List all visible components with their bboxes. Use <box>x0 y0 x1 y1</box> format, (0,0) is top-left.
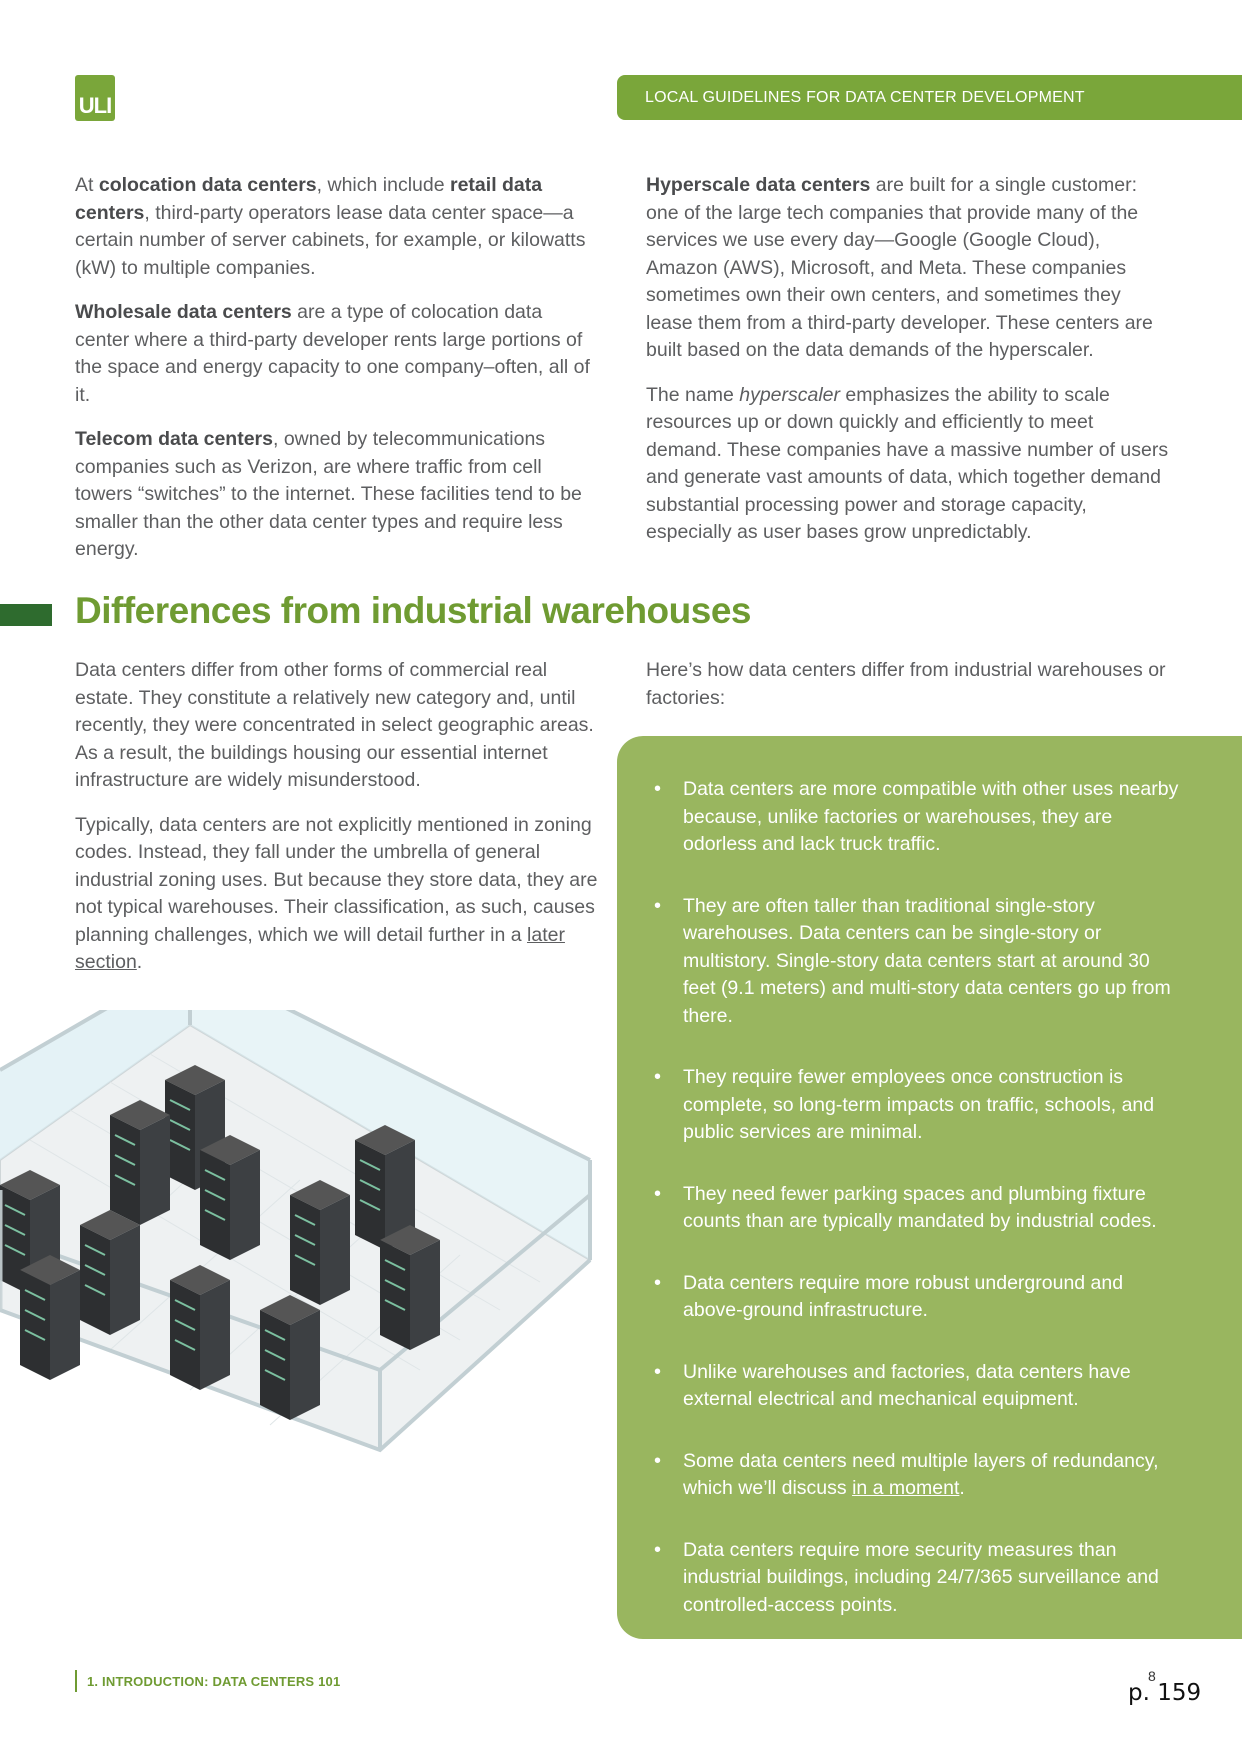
section-heading: Differences from industrial warehouses <box>75 590 751 631</box>
list-item: • Data centers require more robust underground and above-ground infrastructure. <box>654 1271 1124 1321</box>
bullet-icon: • <box>654 1066 662 1088</box>
server-room-illustration <box>0 1010 600 1480</box>
page-number: p. 159 <box>1128 1680 1202 1706</box>
bullet-icon: • <box>654 894 662 917</box>
list-item: • They require fewer employees once construction is complete, so long-term impacts on traffic, schools, and public services are minimal. <box>654 1066 1155 1143</box>
differences-callout-box <box>617 736 1242 1639</box>
later-section-link[interactable]: later section <box>75 923 565 973</box>
section-marker <box>0 604 52 626</box>
differences-paragraph-2: Typically, data centers are not explicitly mentioned in zoning codes. Instead, they fall under the umbrella of general industrial zoning uses. But because they store data, they are not typical warehouses. Their classification, as such, causes planning challenges, which we will detail further in a later section. <box>75 813 598 973</box>
uli-logo: ULI <box>75 75 115 121</box>
differences-list <box>617 736 1242 1619</box>
differences-paragraph-1: Data centers differ from other forms of commercial real estate. They constitute a relatively new category and, until recently, they were concentrated in select geographic areas. As a result, the buildings housing our essential internet infrastructure are widely misunderstood. <box>75 659 594 791</box>
differences-intro-text: Here’s how data centers differ from industrial warehouses or factories: <box>646 659 1166 709</box>
list-item: • They are often taller than traditional single-story warehouses. Data centers can be single-story or multistory. Single-story data centers start at around 30 feet (9.1 meters) and multi-story data centers go up from there. <box>654 894 1171 1027</box>
wholesale-paragraph: Wholesale data centers are a type of colocation data center where a third-party developer rents large portions of the space and energy capacity to one company–often, all of it. <box>75 301 590 406</box>
bullet-icon: • <box>654 1360 662 1383</box>
bullet-icon: • <box>654 1271 662 1294</box>
bullet-icon: • <box>654 1182 662 1205</box>
hyperscaler-name-paragraph: The name hyperscaler emphasizes the ability to scale resources up or down quickly and efficiently to meet demand. These companies have a massive number of users and generate vast amounts of data, which together demand substantial processing power and storage capacity, especially as user bases grow unpredictably. <box>646 383 1169 543</box>
list-item: • They need fewer parking spaces and plumbing fixture counts than are typically mandated by industrial codes. <box>654 1182 1157 1232</box>
in-a-moment-link[interactable]: in a moment <box>852 1477 960 1499</box>
header-banner: LOCAL GUIDELINES FOR DATA CENTER DEVELOPMENT <box>617 75 1242 120</box>
page-number-small: 8 <box>1148 1668 1156 1684</box>
differences-right-intro <box>646 657 1171 729</box>
hyperscale-paragraph: Hyperscale data centers are built for a single customer: one of the large tech companies that provide many of the services we use every day—Google (Google Cloud), Amazon (AWS), Microsoft, and Meta. These companies sometimes own their own centers, and sometimes they lease them from a third-party developer. These centers are built based on the data demands of the hyperscaler. <box>646 174 1153 361</box>
list-item: • Unlike warehouses and factories, data centers have external electrical and mechanical equipment. <box>654 1360 1131 1410</box>
intro-left-column <box>75 172 600 581</box>
bullet-icon: • <box>654 1449 662 1472</box>
differences-left-column <box>75 657 600 994</box>
list-item: • Data centers are more compatible with other uses nearby because, unlike factories or warehouses, they are odorless and lack truck traffic. <box>654 778 1179 855</box>
list-item: • Some data centers need multiple layers of redundancy, which we’ll discuss in a moment. <box>654 1449 1159 1499</box>
footer-divider <box>75 1670 77 1692</box>
footer-chapter-label: 1. INTRODUCTION: DATA CENTERS 101 <box>87 1674 341 1689</box>
colocation-paragraph: At colocation data centers, which include retail data centers, third-party operators lease data center space—a certain number of server cabinets, for example, or kilowatts (kW) to multiple companies. <box>75 174 586 279</box>
bullet-icon: • <box>654 1538 662 1561</box>
bullet-icon: • <box>654 778 662 800</box>
list-item: • Data centers require more security measures than industrial buildings, including 24/7/365 surveillance and controlled-access points. <box>654 1538 1159 1616</box>
telecom-paragraph: Telecom data centers, owned by telecommunications companies such as Verizon, are where traffic from cell towers “switches” to the internet. These facilities tend to be smaller than the other data center types and require less energy. <box>75 428 582 560</box>
intro-right-column <box>646 172 1171 564</box>
